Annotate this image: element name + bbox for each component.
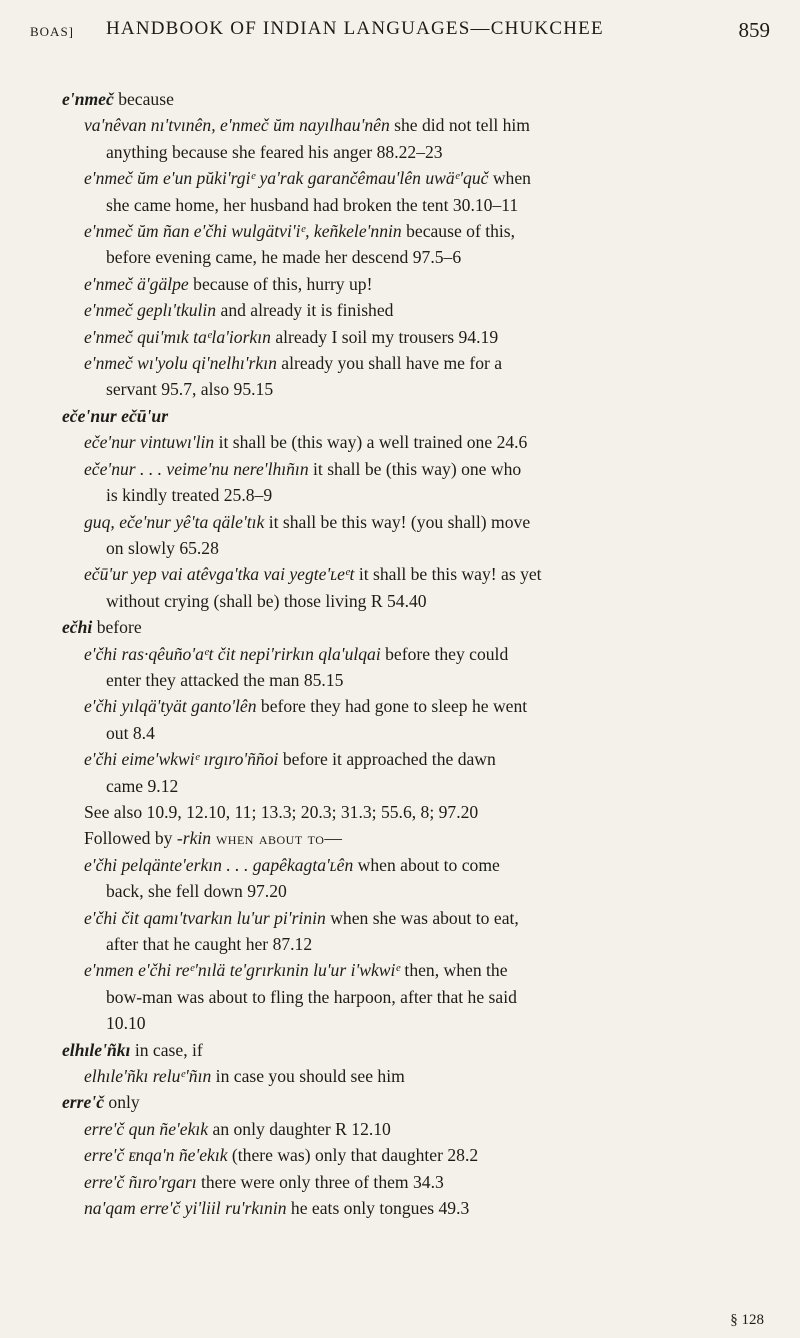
chukchee-phrase: eče'nur . . . veime'nu nere'lhıñın xyxy=(84,458,309,479)
translation: and already it is finished xyxy=(216,300,394,321)
headword: erre'č xyxy=(62,1092,105,1113)
continuation-line xyxy=(62,1010,770,1036)
chukchee-phrase: e'nmeč wı'yolu qi'nelhı'rkın xyxy=(84,353,277,374)
dictionary-entries xyxy=(62,86,770,1221)
translation: 10.10 xyxy=(106,1013,146,1034)
translation: then, when the xyxy=(400,960,508,981)
chukchee-phrase: eče'nur vintuwı'lin xyxy=(84,432,215,453)
chukchee-phrase: guq, eče'nur yê'ta qäle'tık xyxy=(84,511,265,532)
example-line xyxy=(62,324,770,350)
chukchee-phrase: e'nmeč ŭm ñan e'čhi wulgätvi'iᵉ, keñkele'nnin xyxy=(84,221,402,242)
continuation-line xyxy=(62,984,770,1010)
translation: on slowly 65.28 xyxy=(106,537,219,558)
author-tag: BOAS] xyxy=(30,24,75,39)
translation: without crying (shall be) those living R 54.40 xyxy=(106,590,427,611)
headword: e'nmeč xyxy=(62,89,114,109)
chukchee-phrase: e'nmeč ä'gälpe xyxy=(84,273,189,294)
example-line xyxy=(62,429,770,455)
entry-line xyxy=(62,403,770,429)
example-line xyxy=(62,297,770,323)
translation: before they had gone to sleep he went xyxy=(256,696,528,717)
continuation-line xyxy=(62,482,770,508)
translation: it shall be this way! as yet xyxy=(354,564,542,585)
chukchee-phrase: erre'č ñıro'rgarı xyxy=(84,1171,197,1192)
note-meaning: when about to— xyxy=(211,828,343,849)
example-line xyxy=(62,456,770,482)
gloss: because xyxy=(113,89,174,109)
translation: she did not tell him xyxy=(389,115,530,136)
translation: enter they attacked the man 85.15 xyxy=(106,669,344,690)
chukchee-phrase: va'nêvan nı'tvınên, e'nmeč ŭm nayılhau'nên xyxy=(84,115,390,136)
continuation-line xyxy=(62,667,770,693)
continuation-line xyxy=(62,376,770,402)
translation: after that he caught her 87.12 xyxy=(106,934,313,954)
chukchee-phrase: e'čhi ras·qêuño'aᵉt čit nepi'rirkın qla'ulqai xyxy=(84,643,381,664)
headword: elhıle'ñkı xyxy=(62,1039,131,1060)
example-line xyxy=(62,561,770,587)
example-line xyxy=(62,852,770,878)
continuation-line xyxy=(62,931,770,957)
entry-line xyxy=(62,1037,770,1063)
continuation-line xyxy=(62,139,770,165)
page-number: 859 xyxy=(738,18,770,42)
chukchee-phrase: ečū'ur yep vai atêvga'tka vai yegte'ʟeᵉt xyxy=(84,564,355,585)
translation: he eats only tongues 49.3 xyxy=(286,1198,470,1219)
note-text: See also 10.9, 12.10, 11; 13.3; 20.3; 31.3; 55.6, 8; 97.20 xyxy=(84,801,479,822)
gloss: only xyxy=(104,1092,140,1113)
example-line xyxy=(62,746,770,772)
gloss: before xyxy=(92,617,142,638)
example-line xyxy=(62,218,770,244)
chukchee-phrase: e'nmeč ŭm e'un pŭki'rgiᵉ ya'rak garančêmau'lên uwäᵉ'quč xyxy=(84,168,489,189)
translation: because of this, xyxy=(401,221,516,242)
example-line xyxy=(62,509,770,535)
note-line xyxy=(62,825,770,851)
headword: eče'nur ečū'ur xyxy=(62,405,169,426)
translation: it shall be (this way) a well trained one 24.6 xyxy=(214,432,528,453)
example-line xyxy=(62,1195,770,1221)
continuation-line xyxy=(62,588,770,614)
translation: is kindly treated 25.8–9 xyxy=(106,485,273,506)
translation: already you shall have me for a xyxy=(276,353,503,374)
example-line xyxy=(62,693,770,719)
translation: already I soil my trousers 94.19 xyxy=(270,326,499,347)
translation: it shall be (this way) one who xyxy=(308,458,522,479)
example-line xyxy=(62,1116,770,1142)
entry-line xyxy=(62,614,770,640)
section-number: § 128 xyxy=(730,1312,764,1328)
entry-line xyxy=(62,1089,770,1115)
translation: (there was) only that daughter 28.2 xyxy=(227,1145,479,1166)
translation: servant 95.7, also 95.15 xyxy=(106,379,274,400)
translation: when about to come xyxy=(353,854,500,875)
headword: ečhi xyxy=(62,617,93,638)
translation: out 8.4 xyxy=(106,722,155,743)
example-line xyxy=(62,165,770,191)
running-head xyxy=(30,10,770,50)
continuation-line xyxy=(62,878,770,904)
example-line xyxy=(62,641,770,667)
continuation-line xyxy=(62,192,770,218)
example-line xyxy=(62,957,770,983)
chukchee-phrase: e'nmeč geplı'tkulin xyxy=(84,300,217,321)
translation: before they could xyxy=(380,643,509,664)
example-line xyxy=(62,271,770,297)
continuation-line xyxy=(62,244,770,270)
continuation-line xyxy=(62,773,770,799)
translation: because of this, hurry up! xyxy=(188,273,373,294)
chukchee-phrase: na'qam erre'č yi'liil ru'rkınin xyxy=(84,1198,287,1219)
suffix: -rkin xyxy=(176,828,212,849)
translation: when xyxy=(488,168,531,189)
gloss: in case, if xyxy=(130,1039,203,1060)
example-line xyxy=(62,1063,770,1089)
chukchee-phrase: erre'č ᴇnqa'n ñe'ekık xyxy=(84,1145,228,1166)
continuation-line xyxy=(62,720,770,746)
chukchee-phrase: e'čhi yılqä'tyät ganto'lên xyxy=(84,696,257,717)
translation: there were only three of them 34.3 xyxy=(196,1171,444,1192)
translation: she came home, her husband had broken the tent 30.10–11 xyxy=(106,194,519,215)
translation: in case you should see him xyxy=(211,1066,405,1087)
translation: before evening came, he made her descend 97.5–6 xyxy=(106,247,462,268)
translation: came 9.12 xyxy=(106,775,179,796)
example-line xyxy=(62,350,770,376)
example-line xyxy=(62,112,770,138)
example-line xyxy=(62,1169,770,1195)
translation: anything because she feared his anger 88.22–23 xyxy=(106,141,443,162)
entry-line xyxy=(62,86,770,112)
note-line xyxy=(62,799,770,825)
book-title: HANDBOOK OF INDIAN LANGUAGES—CHUKCHEE xyxy=(106,18,604,39)
chukchee-phrase: e'nmen e'čhi reᵉ'nılä te'grırkınin lu'ur i'wkwiᵉ xyxy=(84,960,401,981)
translation: when she was about to eat, xyxy=(325,907,519,928)
translation: before it approached the dawn xyxy=(278,749,496,770)
chukchee-phrase: e'čhi čit qamı'tvarkın lu'ur pi'rinin xyxy=(84,907,326,928)
translation: back, she fell down 97.20 xyxy=(106,881,287,902)
continuation-line xyxy=(62,535,770,561)
chukchee-phrase: erre'č qun ñe'ekık xyxy=(84,1118,209,1139)
note-text: Followed by xyxy=(84,828,177,849)
translation: an only daughter R 12.10 xyxy=(208,1118,391,1139)
chukchee-phrase: e'čhi eime'wkwiᵉ ırgıro'ññoi xyxy=(84,749,279,770)
translation: bow-man was about to fling the harpoon, after that he said xyxy=(106,986,517,1007)
chukchee-phrase: elhıle'ñkı reluᵉ'ñın xyxy=(84,1066,212,1087)
example-line xyxy=(62,1142,770,1168)
translation: it shall be this way! (you shall) move xyxy=(264,511,531,532)
chukchee-phrase: e'nmeč qui'mık taᵉla'iorkın xyxy=(84,326,271,347)
example-line xyxy=(62,905,770,931)
chukchee-phrase: e'čhi pelqänte'erkın . . . gapêkagta'ʟên xyxy=(84,854,354,875)
